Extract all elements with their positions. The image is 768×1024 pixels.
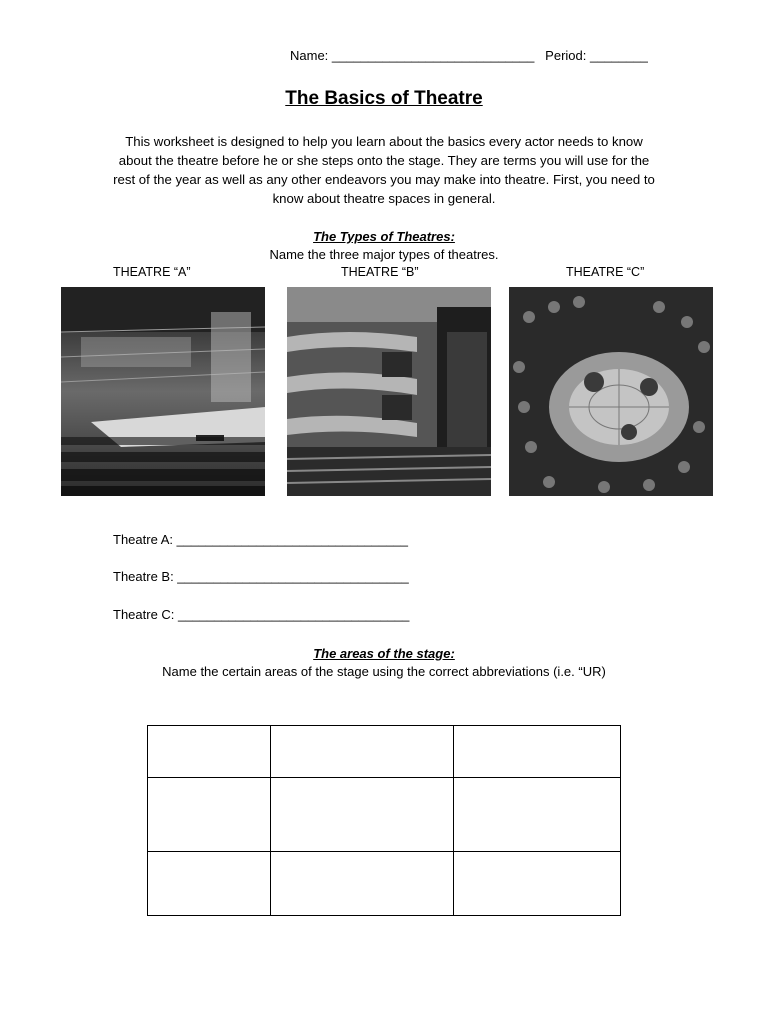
types-heading: The Types of Theatres: [313,229,455,244]
stage-heading: The areas of the stage: [313,646,455,661]
stage-areas-grid [147,725,621,916]
stage-instruction: Name the certain areas of the stage using the correct abbreviations (i.e. “UR) [162,664,606,679]
grid-cell[interactable] [148,726,271,778]
theatre-b-answer[interactable]: Theatre B: ________________________________ [113,569,409,584]
name-period-line[interactable]: Name: ____________________________ Period: ________ [290,48,648,63]
theatre-c-answer[interactable]: Theatre C: ________________________________ [113,607,410,622]
theatre-c-label: THEATRE “C” [566,265,645,279]
grid-cell[interactable] [454,852,621,916]
grid-cell[interactable] [454,726,621,778]
types-instruction: Name the three major types of theatres. [269,247,499,262]
theatre-a-label: THEATRE “A” [113,265,191,279]
theatre-a-answer[interactable]: Theatre A: ________________________________ [113,532,408,547]
grid-cell[interactable] [148,852,271,916]
grid-cell[interactable] [454,778,621,852]
grid-cell[interactable] [148,778,271,852]
grid-cell[interactable] [271,852,454,916]
theatre-b-photo [287,287,491,496]
grid-cell[interactable] [271,778,454,852]
theatre-b-label: THEATRE “B” [341,265,419,279]
grid-cell[interactable] [271,726,454,778]
page-title: The Basics of Theatre [285,88,483,109]
intro-paragraph: This worksheet is designed to help you learn about the basics every actor needs to know about the theatre before he or she steps onto the stage. They are terms you will use for the rest of the year as well as any other endeavors you may make into theatre. First, you need to know about theatre spaces in general. [113,134,655,206]
theatre-a-photo [61,287,265,496]
theatre-c-photo [509,287,713,496]
